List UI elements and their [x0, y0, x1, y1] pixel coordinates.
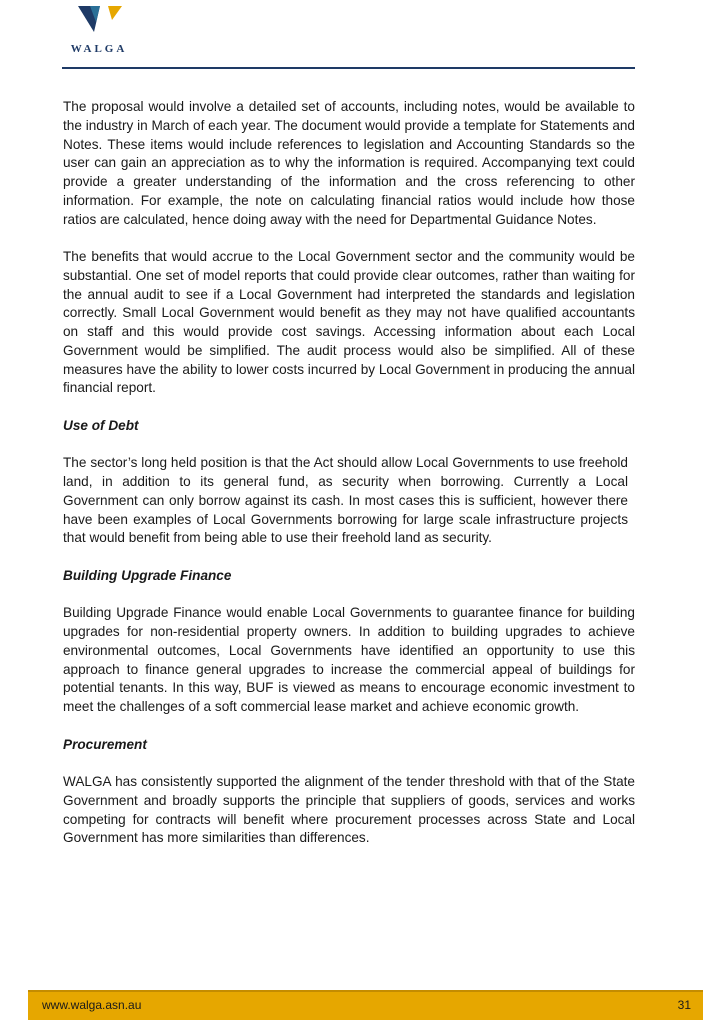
paragraph-procurement: WALGA has consistently supported the alignment of the tender threshold with that of the State Government and broadly supports the principle that suppliers of goods, services and works competing for contracts will benefit where procurement processes across State and Local Government has more similarities than differences.	[63, 774, 635, 846]
heading-procurement: Procurement	[63, 736, 147, 752]
paragraph-benefits: The benefits that would accrue to the Local Government sector and the community would be substantial. One set of model reports that could provide clear outcomes, rather than waiting for the annual audit to see if a Local Government had interpreted the standards and legislation correctly. Small Local Government would benefit as they may not have qualified accountants on staff and this would provide cost savings. Accessing information about each Local Government would be simplified. The audit process would also be simplified. All of these measures have the ability to lower costs incurred by Local Government in producing the annual financial report.	[63, 249, 636, 396]
footer-website-link[interactable]: www.walga.asn.au	[42, 998, 142, 1012]
page-footer	[28, 990, 703, 1020]
heading-building-upgrade-finance: Building Upgrade Finance	[63, 567, 232, 583]
walga-logo	[64, 6, 134, 56]
page-body	[63, 98, 635, 867]
paragraph-building-upgrade-finance: Building Upgrade Finance would enable Local Governments to guarantee finance for building upgrades for non-residential property owners. In addition to building upgrades to achieve environmental outcomes, Local Governments have identified an opportunity to use this approach to finance general upgrades to increase the commercial appeal of buildings for potential tenants. In this way, BUF is viewed as means to encourage economic investment to meet the challenges of a soft commercial lease market and achieve economic growth.	[63, 605, 635, 714]
logo-wordmark: WALGA	[70, 43, 128, 55]
page-number: 31	[677, 998, 691, 1012]
paragraph-use-of-debt: The sector’s long held position is that the Act should allow Local Governments to use freehold land, in addition to its general fund, as security when borrowing. Currently a Local Government can only borrow against its cash. In most cases this is sufficient, however there have been examples of Local Governments borrowing for large scale infrastructure projects that would benefit from being able to use their freehold land as security.	[63, 455, 628, 546]
heading-use-of-debt: Use of Debt	[63, 417, 139, 433]
header-divider	[62, 67, 635, 69]
paragraph-model-accounts: The proposal would involve a detailed set of accounts, including notes, would be available to the industry in March of each year. The document would provide a template for Statements and Notes. These items would include references to legislation and Accounting Standards so the user can gain an appreciation as to why the information is required. Accompanying text could provide a greater understanding of the information and the cross referencing to other information. For example, the note on calculating financial ratios would include how those ratios are calculated, hence doing away with the need for Departmental Guidance Notes.	[63, 99, 635, 227]
walga-logo-icon	[78, 6, 122, 38]
